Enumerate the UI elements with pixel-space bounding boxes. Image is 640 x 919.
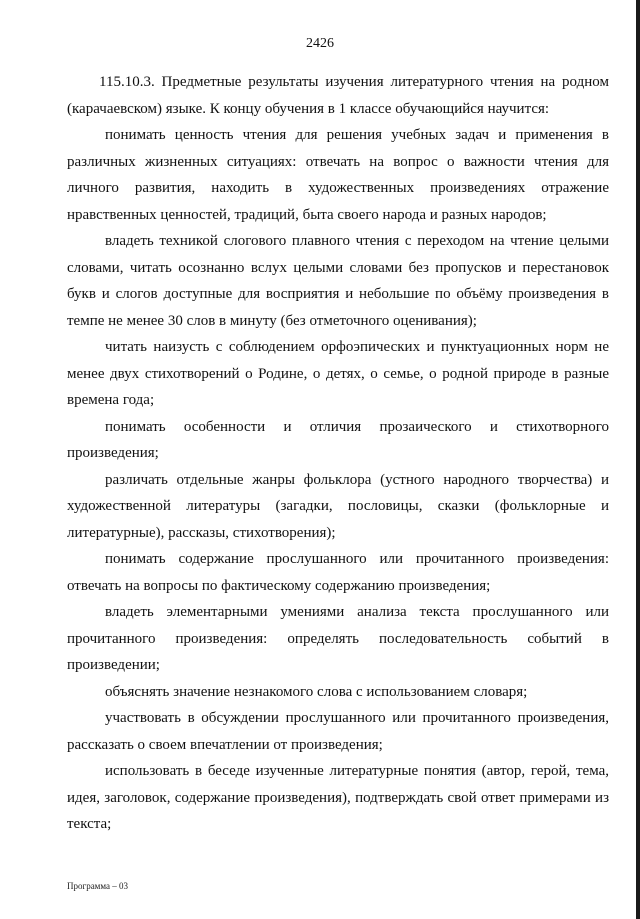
paragraph: понимать ценность чтения для решения учебных задач и применения в различных жизненных ситуациях: отвечать на вопрос о важности чтения для личного развития, находить в художественных произведениях отражение нравственных ценностей, традиций, быта своего народа и разных народов; xyxy=(67,127,609,223)
page-edge xyxy=(636,0,640,919)
paragraph: понимать содержание прослушанного или прочитанного произведения: отвечать на вопросы по фактическому содержанию произведения; xyxy=(67,551,609,594)
paragraph: объяснять значение незнакомого слова с использованием словаря; xyxy=(105,683,528,700)
paragraph: участвовать в обсуждении прослушанного или прочитанного произведения, рассказать о своем впечатлении от произведения; xyxy=(67,710,609,753)
paragraph: понимать особенности и отличия прозаического и стихотворного произведения; xyxy=(67,418,609,461)
paragraph: 115.10.3. Предметные результаты изучения литературного чтения на родном (карачаевском) языке. К концу обучения в 1 классе обучающийся научится: xyxy=(67,74,609,117)
document-body xyxy=(67,69,609,838)
page-number: 2426 xyxy=(306,36,334,51)
footer-label: Программа – 03 xyxy=(67,881,129,891)
paragraph: читать наизусть с соблюдением орфоэпических и пунктуационных норм не менее двух стихотворений о Родине, о детях, о семье, о родной природе в разные времена года; xyxy=(67,339,609,408)
paragraph: использовать в беседе изученные литературные понятия (автор, герой, тема, идея, заголовок, содержание произведения), подтверждать свой ответ примерами из текста; xyxy=(67,763,609,832)
paragraph: различать отдельные жанры фольклора (устного народного творчества) и художественной литературы (загадки, пословицы, сказки (фольклорные и литературные), рассказы, стихотворения); xyxy=(67,471,609,541)
paragraph: владеть техникой слогового плавного чтения с переходом на чтение целыми словами, читать осознанно вслух целыми словами без пропусков и перестановок букв и слогов доступные для восприятия и небольшие по объёму произведения в темпе не менее 30 слов в минуту (без отметочного оценивания); xyxy=(67,233,609,329)
paragraph: владеть элементарными умениями анализа текста прослушанного или прочитанного произведения: определять последовательность событий в произведении; xyxy=(67,604,609,673)
